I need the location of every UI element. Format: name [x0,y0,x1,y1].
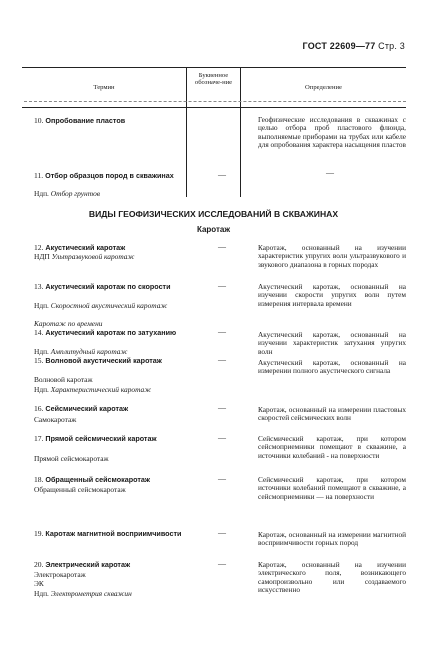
term-14-synonym: Ндп. Амплитудный каротаж [34,347,128,356]
letter-dash: — [218,242,226,251]
term-19: 19. Каротаж магнитной восприимчивости [34,529,182,538]
header-letter: Буквенное обозначе-ние [194,72,233,86]
column-divider-left [186,67,187,197]
definition-17: Сейсмический каротаж, при котором сейсмоприемники помещают в скважине, а источники колебаний - на поверхности [258,434,406,460]
term-15-synonym: Волновой каротаж [34,375,93,384]
term-16: 16. Сейсмический каротаж [34,404,129,413]
header-term: Термин [93,84,115,91]
term-name: Опробование пластов [45,116,126,125]
letter-dash: — [218,170,226,179]
standard-number: ГОСТ 22609—77 [302,41,376,51]
term-10 [34,117,184,126]
term-20-synonym: Электрокаротаж [34,570,86,579]
term-number: 11. [34,171,44,180]
definition-19: Каротаж, основанный на измерении магнитной восприимчивости горных пород [258,530,406,548]
letter-dash: — [218,528,226,537]
letter-dash: — [218,403,226,412]
letter-dash: — [218,433,226,442]
term-18-synonym: Обращенный сейсмокаротаж [34,485,126,494]
term-20-synonym-2: Ндп. Электрометрия скважин [34,589,132,598]
term-13-synonym-2: Каротаж по времени [34,319,103,328]
term-16-synonym: Самокаротаж [34,415,77,424]
term-17: 17. Прямой сейсмический каротаж [34,434,157,443]
term-11 [34,172,186,181]
definition-13: Акустический каротаж, основанный на изучении скорости упругих волн путем измерения интервала времени [258,282,406,308]
definition-12: Каротаж, основанный на изучении характеристик упругих волн ультразвукового и звукового диапазона в горных породах [258,243,406,269]
header-definition: Определение [305,84,342,91]
definition-14: Акустический каротаж, основанный на изучении характеристик затухания упругих волн [258,330,406,356]
term-12: 12. Акустический каротаж [34,243,126,252]
definition-15: Акустический каротаж, основанный на измерении полного акустического сигнала [258,358,406,376]
letter-dash: — [218,474,226,483]
page-number: Стр. 3 [378,41,405,51]
term-12-synonym: НДП Ультразвуковой каротаж [34,252,135,261]
term-17-synonym: Прямой сейсмокаротаж [34,454,109,463]
term-15-synonym-2: Ндп. Характеристический каротаж [34,385,152,394]
term-13: 13. Акустический каротаж по скорости [34,282,171,291]
term-name: Отбор образцов пород в скважинах [45,171,174,180]
letter-dash: — [218,281,226,290]
term-15: 15. Волновой акустический каротаж [34,356,162,365]
term-18: 18. Обращенный сейсмокаротаж [34,475,150,484]
letter-dash: — [218,327,226,336]
letter-dash: — [218,559,226,568]
definition-18: Сейсмический каротаж, при котором источники колебаний помещают в скважине, а сейсмоприемники — на поверхности [258,475,406,501]
subsection-title: Каротаж [196,225,231,234]
definition-16: Каротаж, основанный на измерении пластовых скоростей сейсмических волн [258,405,406,423]
page-header [303,41,405,51]
term-13-synonym: Ндп. Скоростной акустический каротаж [34,301,168,310]
letter-dash: — [218,355,226,364]
section-title: ВИДЫ ГЕОФИЗИЧЕСКИХ ИССЛЕДОВАНИЙ В СКВАЖИНАХ [88,209,339,219]
definition-20: Каротаж, основанный на изучении электрического поля, возникающего самопроизвольно или создаваемого искусственно [258,560,406,595]
term-11-synonym: Ндп. Отбор грунтов [34,189,100,198]
term-14: 14. Акустический каротаж по затуханию [34,328,177,337]
definition-dash: — [326,168,334,177]
term-20: 20. Электрический каротаж [34,560,131,569]
term-number: 10. [34,116,44,125]
header-dashes [24,101,406,102]
definition-10: Геофизические исследования в скважинах с целью отбора проб пластового флюида, выполняемые приборами на трубах или кабеле для опробования характера насыщения пластов [258,115,406,150]
term-20-abbreviation: ЭК [34,579,44,588]
